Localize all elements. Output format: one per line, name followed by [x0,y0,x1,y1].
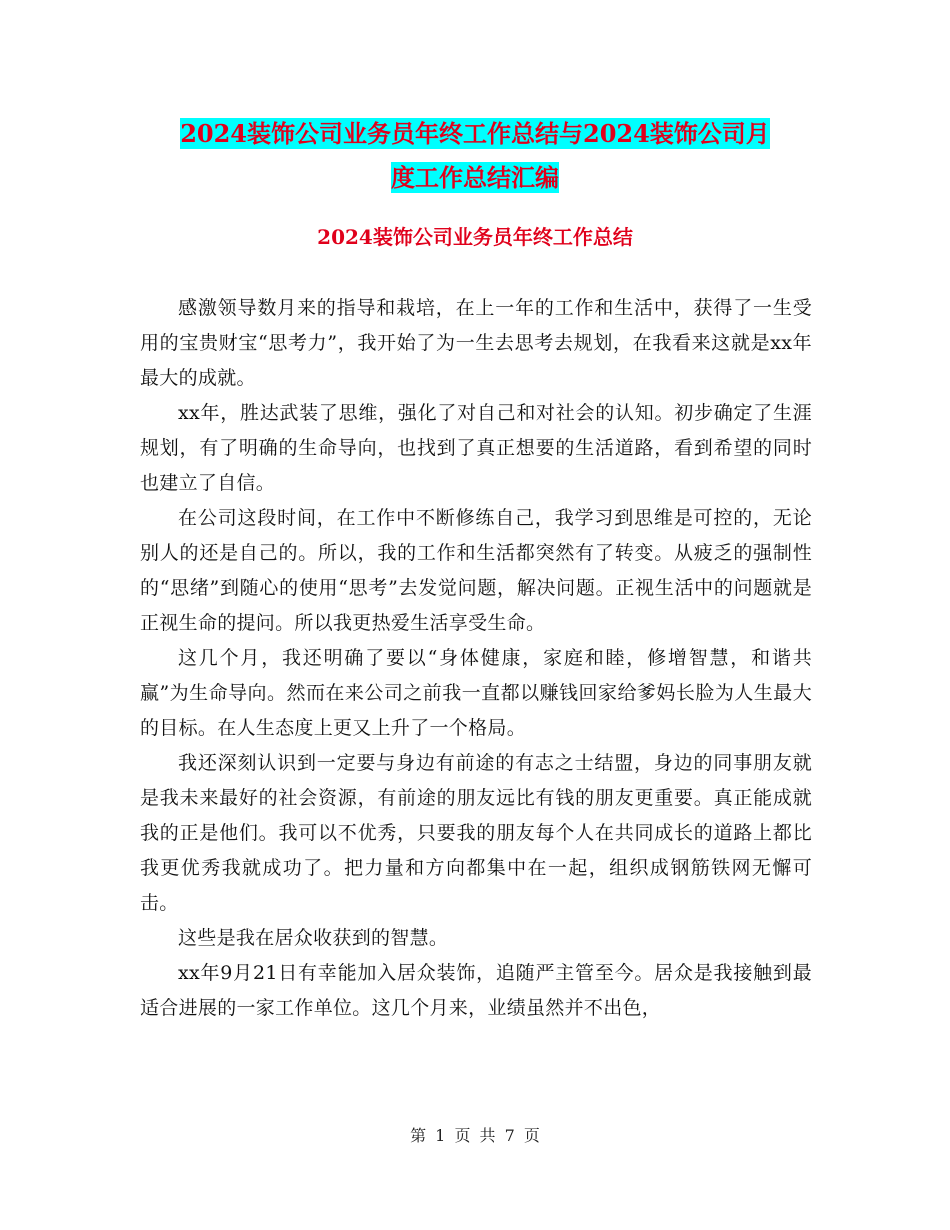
paragraph-7: xx年9月21日有幸能加入居众装饰，追随严主管至今。居众是我接触到最适合进展的一家工作单位。这几个月来，业绩虽然并不出色， [140,962,812,1019]
paragraph-4: 这几个月，我还明确了要以“身体健康，家庭和睦，修增智慧，和谐共赢”为生命导向。然而在来公司之前我一直都以赚钱回家给爹妈长脸为人生最大的目标。在人生态度上更又上升了一个格局。 [140,647,812,739]
section-title: 2024装饰公司业务员年终工作总结 [317,225,633,249]
body-text [140,291,812,1026]
paragraph-1: 感激领导数月来的指导和栽培，在上一年的工作和生活中，获得了一生受用的宝贵财宝“思考力”，我开始了为一生去思考去规划，在我看来这就是xx年最大的成就。 [140,297,812,389]
paragraph-2: xx年，胜达武装了思维，强化了对自己和对社会的认知。初步确定了生涯规划，有了明确的生命导向，也找到了真正想要的生活道路，看到希望的同时也建立了自信。 [140,402,812,494]
paragraph-5: 我还深刻认识到一定要与身边有前途的有志之士结盟，身边的同事朋友就是我未来最好的社会资源，有前途的朋友远比有钱的朋友更重要。真正能成就我的正是他们。我可以不优秀，只要我的朋友每个人在共同成长的道路上都比我更优秀我就成功了。把力量和方向都集中在一起，组织成钢筋铁网无懈可击。 [140,752,812,914]
document-title [140,112,810,200]
title-line-1: 2024装饰公司业务员年终工作总结与2024装饰公司月 [180,119,770,148]
title-line-2: 度工作总结汇编 [391,163,559,192]
paragraph-3: 在公司这段时间，在工作中不断修练自己，我学习到思维是可控的，无论别人的还是自己的。所以，我的工作和生活都突然有了转变。从疲乏的强制性的“思绪”到随心的使用“思考”去发觉问题，解决问题。正视生活中的问题就是正视生命的提问。所以我更热爱生活享受生命。 [140,507,812,634]
paragraph-6: 这些是我在居众收获到的智慧。 [178,927,449,949]
page-number-footer: 第 1 页 共 7 页 [410,1126,540,1145]
